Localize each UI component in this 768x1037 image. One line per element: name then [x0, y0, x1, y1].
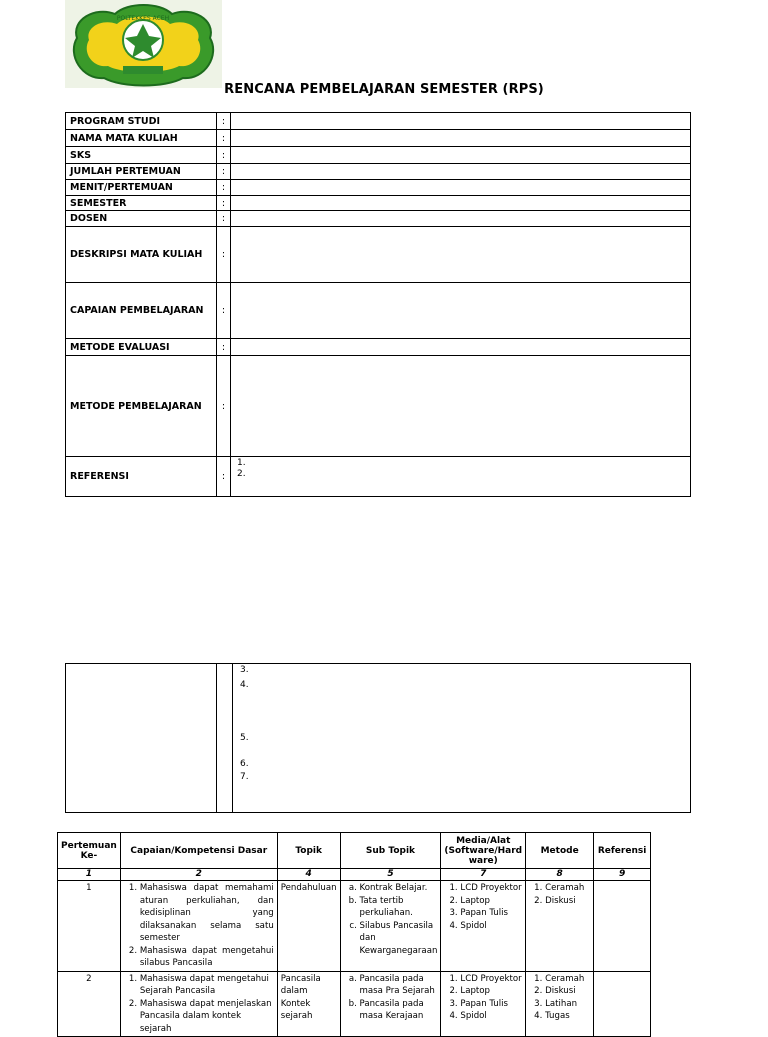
col-number: 8 — [526, 869, 594, 881]
topik-cell: Pancasila dalam Kontek sejarah — [277, 971, 340, 1037]
header-row — [58, 833, 651, 869]
value-program-studi[interactable] — [231, 113, 691, 130]
media-item: 1. LCD Proyektor — [460, 882, 522, 895]
referensi-cell — [594, 881, 651, 972]
row-semester — [66, 196, 691, 211]
pertemuan-number: 1 — [58, 881, 121, 972]
subtopik-item: a. Pancasila pada masa Pra Sejarah — [360, 973, 438, 998]
referensi-cell — [594, 971, 651, 1037]
poltekkes-emblem-icon — [65, 0, 222, 88]
label-jumlah-pertemuan: JUMLAH PERTEMUAN — [66, 164, 217, 180]
media-item: 3. Papan Tulis — [460, 907, 522, 920]
header-referensi: Referensi — [594, 833, 651, 869]
metode-cell — [526, 881, 594, 972]
colon: : — [217, 211, 231, 227]
media-item: 2. Laptop — [460, 985, 522, 998]
label-deskripsi: DESKRIPSI MATA KULIAH — [66, 227, 217, 283]
header-pertemuan: Pertemuan Ke- — [58, 833, 121, 869]
row-jumlah-pertemuan — [66, 164, 691, 180]
cont-label-cell — [66, 664, 217, 813]
capaian-item: 1. Mahasiswa dapat memahami aturan perkuliahan, dan kedisiplinan yang dilaksanakan selama satu semester — [140, 882, 274, 945]
subtopik-item: c. Silabus Pancasila dan Kewarganegaraan — [360, 920, 438, 958]
course-info-table — [65, 112, 691, 497]
header-metode: Metode — [526, 833, 594, 869]
colon: : — [217, 180, 231, 196]
colon: : — [217, 356, 231, 457]
colon: : — [217, 113, 231, 130]
logo-text: POLTEKKES ACEH — [116, 15, 170, 22]
row-deskripsi — [66, 227, 691, 283]
table-row — [58, 971, 651, 1037]
value-dosen[interactable] — [231, 211, 691, 227]
metode-item: 1. Ceramah — [545, 973, 590, 986]
referensi-item: 7. — [240, 772, 249, 782]
referensi-item: 2. — [237, 469, 246, 479]
metode-cell — [526, 971, 594, 1037]
value-semester[interactable] — [231, 196, 691, 211]
subtopik-item: b. Pancasila pada masa Kerajaan — [360, 998, 438, 1023]
media-cell — [441, 881, 526, 972]
col-number: 1 — [58, 869, 121, 881]
row-dosen — [66, 211, 691, 227]
subtopik-item: a. Kontrak Belajar. — [360, 882, 438, 895]
value-jumlah-pertemuan[interactable] — [231, 164, 691, 180]
colon: : — [217, 339, 231, 356]
value-nama-mk[interactable] — [231, 130, 691, 147]
value-sks[interactable] — [231, 147, 691, 164]
subtopik-cell — [340, 881, 441, 972]
metode-item: 2. Diskusi — [545, 985, 590, 998]
rps-schedule-table — [57, 832, 651, 1037]
column-number-row — [58, 869, 651, 881]
label-referensi: REFERENSI — [66, 457, 217, 497]
referensi-item: 6. — [240, 759, 249, 769]
row-menit — [66, 180, 691, 196]
pertemuan-number: 2 — [58, 971, 121, 1037]
header-media: Media/Alat (Software/Hard ware) — [441, 833, 526, 869]
media-cell — [441, 971, 526, 1037]
referensi-continuation-table — [65, 663, 691, 813]
colon: : — [217, 164, 231, 180]
media-item: 1. LCD Proyektor — [460, 973, 522, 986]
col-number: 5 — [340, 869, 441, 881]
col-number: 7 — [441, 869, 526, 881]
capaian-item: 1. Mahasiswa dapat mengetahui Sejarah Pancasila — [140, 973, 274, 998]
capaian-item: 2. Mahasiswa dapat menjelaskan Pancasila dalam kontek sejarah — [140, 998, 274, 1036]
header-subtopik: Sub Topik — [340, 833, 441, 869]
page-title: RENCANA PEMBELAJARAN SEMESTER (RPS) — [224, 82, 544, 97]
row-program-studi — [66, 113, 691, 130]
label-semester: SEMESTER — [66, 196, 217, 211]
colon: : — [217, 147, 231, 164]
colon: : — [217, 283, 231, 339]
colon: : — [217, 196, 231, 211]
capaian-cell — [120, 971, 277, 1037]
row-metode-pembelajaran — [66, 356, 691, 457]
cont-colon-cell — [217, 664, 233, 813]
colon: : — [217, 130, 231, 147]
label-program-studi: PROGRAM STUDI — [66, 113, 217, 130]
row-metode-evaluasi — [66, 339, 691, 356]
referensi-item: 3. — [240, 665, 249, 675]
media-item: 4. Spidol — [460, 1010, 522, 1023]
label-nama-mk: NAMA MATA KULIAH — [66, 130, 217, 147]
capaian-item: 2. Mahasiswa dapat mengetahui silabus Pancasila — [140, 945, 274, 970]
row-referensi — [66, 457, 691, 497]
topik-cell: Pendahuluan — [277, 881, 340, 972]
capaian-cell — [120, 881, 277, 972]
metode-item: 1. Ceramah — [545, 882, 590, 895]
subtopik-item: b. Tata tertib perkuliahan. — [360, 895, 438, 920]
col-number: 4 — [277, 869, 340, 881]
media-item: 3. Papan Tulis — [460, 998, 522, 1011]
label-menit: MENIT/PERTEMUAN — [66, 180, 217, 196]
header-capaian: Capaian/Kompetensi Dasar — [120, 833, 277, 869]
referensi-item: 5. — [240, 733, 249, 743]
colon: : — [217, 457, 231, 497]
label-capaian: CAPAIAN PEMBELAJARAN — [66, 283, 217, 339]
label-dosen: DOSEN — [66, 211, 217, 227]
metode-item: 2. Diskusi — [545, 895, 590, 908]
value-metode-pembelajaran[interactable] — [231, 356, 691, 457]
metode-item: 3. Latihan — [545, 998, 590, 1011]
col-number: 2 — [120, 869, 277, 881]
cont-value-cell[interactable] — [233, 664, 691, 813]
media-item: 4. Spidol — [460, 920, 522, 933]
col-number: 9 — [594, 869, 651, 881]
label-sks: SKS — [66, 147, 217, 164]
value-deskripsi[interactable] — [231, 227, 691, 283]
institution-logo — [65, 0, 222, 88]
subtopik-cell — [340, 971, 441, 1037]
row-capaian — [66, 283, 691, 339]
table-row — [58, 881, 651, 972]
colon: : — [217, 227, 231, 283]
media-item: 2. Laptop — [460, 895, 522, 908]
referensi-list — [237, 458, 684, 480]
referensi-item: 4. — [240, 680, 249, 690]
label-metode-evaluasi: METODE EVALUASI — [66, 339, 217, 356]
row-nama-mk — [66, 130, 691, 147]
row-sks — [66, 147, 691, 164]
referensi-item: 1. — [237, 458, 246, 468]
metode-item: 4. Tugas — [545, 1010, 590, 1023]
value-metode-evaluasi[interactable] — [231, 339, 691, 356]
header-topik: Topik — [277, 833, 340, 869]
value-capaian[interactable] — [231, 283, 691, 339]
value-menit[interactable] — [231, 180, 691, 196]
label-metode-pembelajaran: METODE PEMBELAJARAN — [66, 356, 217, 457]
value-referensi[interactable] — [231, 457, 691, 497]
